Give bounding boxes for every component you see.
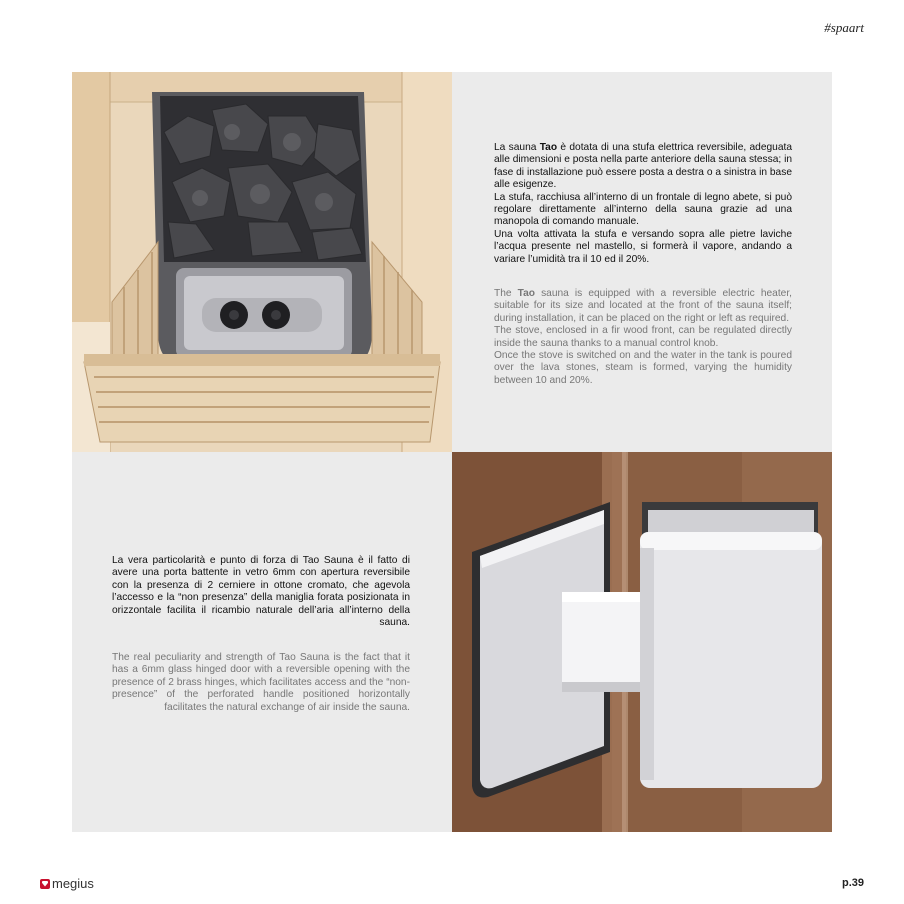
section-hashtag: #spaart bbox=[824, 20, 864, 35]
it-prefix: La sauna bbox=[494, 142, 540, 153]
it-paragraph-2: La stufa, racchiusa all’interno di un frontale di legno abete, si può regolare direttamente all’interno della sauna grazie ad una manopola di comando manuale. bbox=[494, 191, 792, 228]
en-paragraph-1: sauna is equipped with a reversible electric heater, suitable for its size and located at the front of the sauna itself; during installation, it can be placed on the right or left as required. bbox=[494, 288, 792, 324]
heater-description-italian bbox=[494, 142, 792, 266]
megius-logo bbox=[40, 876, 94, 891]
door-en-paragraph: The real peculiarity and strength of Tao Sauna is the fact that it has a 6mm glass hinged door with a reversible opening with the presence of 2 brass hinges, which facilitates access and the “non-presence” of the perforated handle positioned horizontally facilitates the natural exchange of air inside the sauna. bbox=[112, 652, 410, 713]
door-it-paragraph: La vera particolarità e punto di forza di Tao Sauna è il fatto di avere una porta battente in vetro 6mm con apertura reversibile con la presenza di 2 cerniere in ottone cromato, che agevola l’accesso e la “non presenza” della maniglia forata posizionata in orizzontale facilita il ricambio naturale dell’aria all’interno della sauna. bbox=[112, 555, 410, 629]
door-description-italian bbox=[112, 555, 410, 629]
en-prefix: The bbox=[494, 288, 518, 299]
page-number: p.39 bbox=[841, 877, 864, 889]
brand-name-tao: Tao bbox=[539, 142, 558, 153]
en-paragraph-2: The stove, enclosed in a fir wood front, can be regulated directly inside the sauna thanks to a manual control knob. bbox=[494, 325, 792, 349]
glass-hinge-image bbox=[452, 452, 832, 832]
door-description-english bbox=[112, 652, 410, 714]
door-description-panel bbox=[72, 452, 452, 832]
en-paragraph-3: Once the stove is switched on and the water in the tank is poured over the lava stones, steam is formed, varying the humidity between 10 and 20%. bbox=[494, 350, 792, 386]
it-paragraph-3: Una volta attivata la stufa e versando sopra alle pietre laviche l’acqua presente nel mastello, si formerà il vapore, andando a variare l’umidità tra il 10 ed il 20%. bbox=[494, 228, 792, 265]
logo-text: megius bbox=[52, 876, 94, 891]
heater-description-english bbox=[494, 288, 792, 387]
it-paragraph-1: è dotata di una stufa elettrica reversibile, adeguata alle dimensioni e posta nella parte anteriore della sauna stessa; in fase di installazione può essere posta a destra o a sinistra in base alle esigenze. bbox=[494, 142, 792, 191]
brand-name-tao-en: Tao bbox=[517, 288, 535, 299]
heater-description-panel bbox=[452, 72, 832, 452]
sauna-heater-image bbox=[72, 72, 452, 452]
megius-logo-icon bbox=[40, 879, 50, 889]
